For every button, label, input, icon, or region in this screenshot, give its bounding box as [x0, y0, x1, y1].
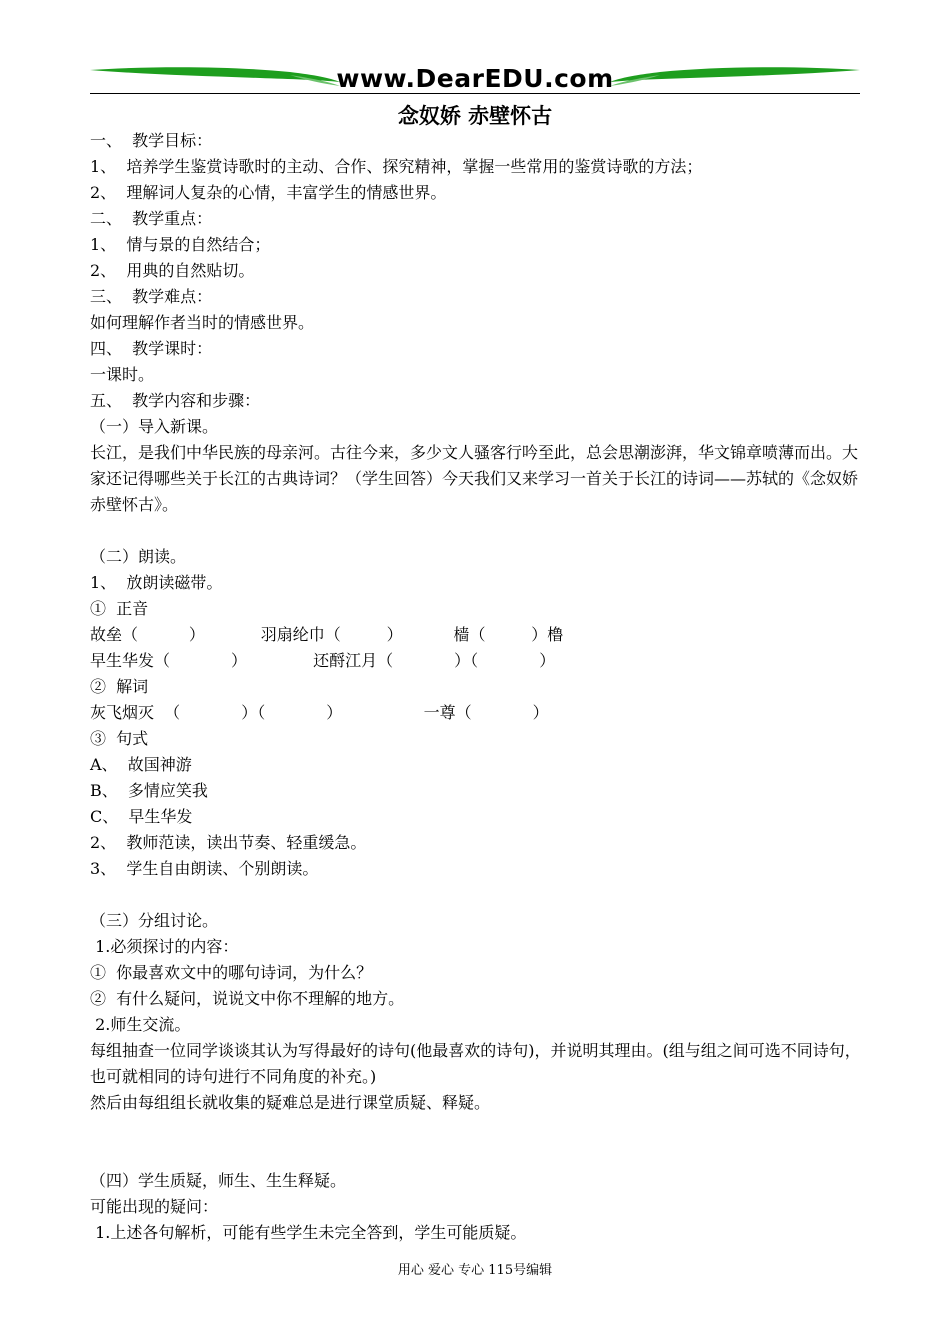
- spacer: [90, 518, 870, 544]
- group-item-1: 1.必须探讨的内容：: [90, 937, 239, 956]
- page-footer: 用心 爱心 专心 115号编辑: [397, 1263, 553, 1278]
- intro-paragraph: 长江，是我们中华民族的母亲河。古往今来，多少文人骚客行吟至此，总会思潮澎湃，华文锦章喷薄而出。大家还记得哪些关于长江的古典诗词？（学生回答）今天我们又来学习一首关于长江的诗词——苏轼的《念奴娇 赤壁怀古》。: [90, 443, 859, 514]
- qa-item-1: 1.上述各句解析，可能有些学生未完全答到，学生可能质疑。: [90, 1223, 527, 1242]
- group-heading: （三）分组讨论。: [90, 911, 219, 930]
- document-body: [90, 128, 870, 1246]
- spacer: [90, 1116, 870, 1168]
- spacer: [90, 882, 870, 908]
- group-paragraph-1: 每组抽查一位同学谈谈其认为写得最好的诗句(他最喜欢的诗句)，并说明其理由。(组与组之间可选不同诗句，也可就相同的诗句进行不同角度的补充。): [90, 1041, 861, 1086]
- difficulty-heading: 三、 教学难点：: [90, 287, 213, 306]
- syntax-item-a: A、 故国神游: [90, 755, 192, 774]
- qa-heading: （四）学生质疑，师生、生生释疑。: [90, 1171, 347, 1190]
- group-item-1b: ② 有什么疑问，说说文中你不理解的地方。: [90, 989, 405, 1008]
- reading-item-2: 2、 教师范读，读出节奏、轻重缓急。: [90, 833, 367, 852]
- qa-possible: 可能出现的疑问：: [90, 1197, 219, 1216]
- difficulty-text: 如何理解作者当时的情感世界。: [90, 313, 315, 332]
- pronunciation-row-2: 早生华发（ ） 还酹江月（ ）（ ）: [90, 651, 556, 670]
- group-item-2: 2.师生交流。: [90, 1015, 191, 1034]
- syntax-item-c: C、 早生华发: [90, 807, 193, 826]
- syntax-heading: ③ 句式: [90, 729, 149, 748]
- focus-heading: 二、 教学重点：: [90, 209, 213, 228]
- document-title: 念奴娇 赤壁怀古: [397, 104, 553, 128]
- goal-item-2: 2、 理解词人复杂的心情，丰富学生的情感世界。: [90, 183, 447, 202]
- focus-item-1: 1、 情与景的自然结合；: [90, 235, 271, 254]
- goals-heading: 一、 教学目标：: [90, 131, 213, 150]
- group-item-1a: ① 你最喜欢文中的哪句诗词，为什么？: [90, 963, 373, 982]
- syntax-item-b: B、 多情应笑我: [90, 781, 208, 800]
- pronunciation-heading: ① 正音: [90, 599, 149, 618]
- reading-heading: （二）朗读。: [90, 547, 187, 566]
- hours-heading: 四、 教学课时：: [90, 339, 213, 358]
- intro-heading: （一）导入新课。: [90, 417, 219, 436]
- group-paragraph-2: 然后由每组组长就收集的疑难总是进行课堂质疑、释疑。: [90, 1093, 491, 1112]
- hours-text: 一课时。: [90, 365, 155, 384]
- vocabulary-heading: ② 解词: [90, 677, 149, 696]
- vocabulary-row: 灰飞烟灭 （ ）（ ） 一尊（ ）: [90, 703, 549, 722]
- site-logo-text: www.DearEDU.com: [336, 64, 614, 93]
- reading-item-3: 3、 学生自由朗读、个别朗读。: [90, 859, 319, 878]
- goal-item-1: 1、 培养学生鉴赏诗歌时的主动、合作、探究精神，掌握一些常用的鉴赏诗歌的方法；: [90, 157, 703, 176]
- reading-item-1: 1、 放朗读磁带。: [90, 573, 223, 592]
- pronunciation-row-1: 故垒（ ） 羽扇纶巾（ ） 樯（ ）橹: [90, 625, 564, 644]
- steps-heading: 五、 教学内容和步骤：: [90, 391, 261, 410]
- header-divider: [90, 93, 860, 94]
- focus-item-2: 2、 用典的自然贴切。: [90, 261, 255, 280]
